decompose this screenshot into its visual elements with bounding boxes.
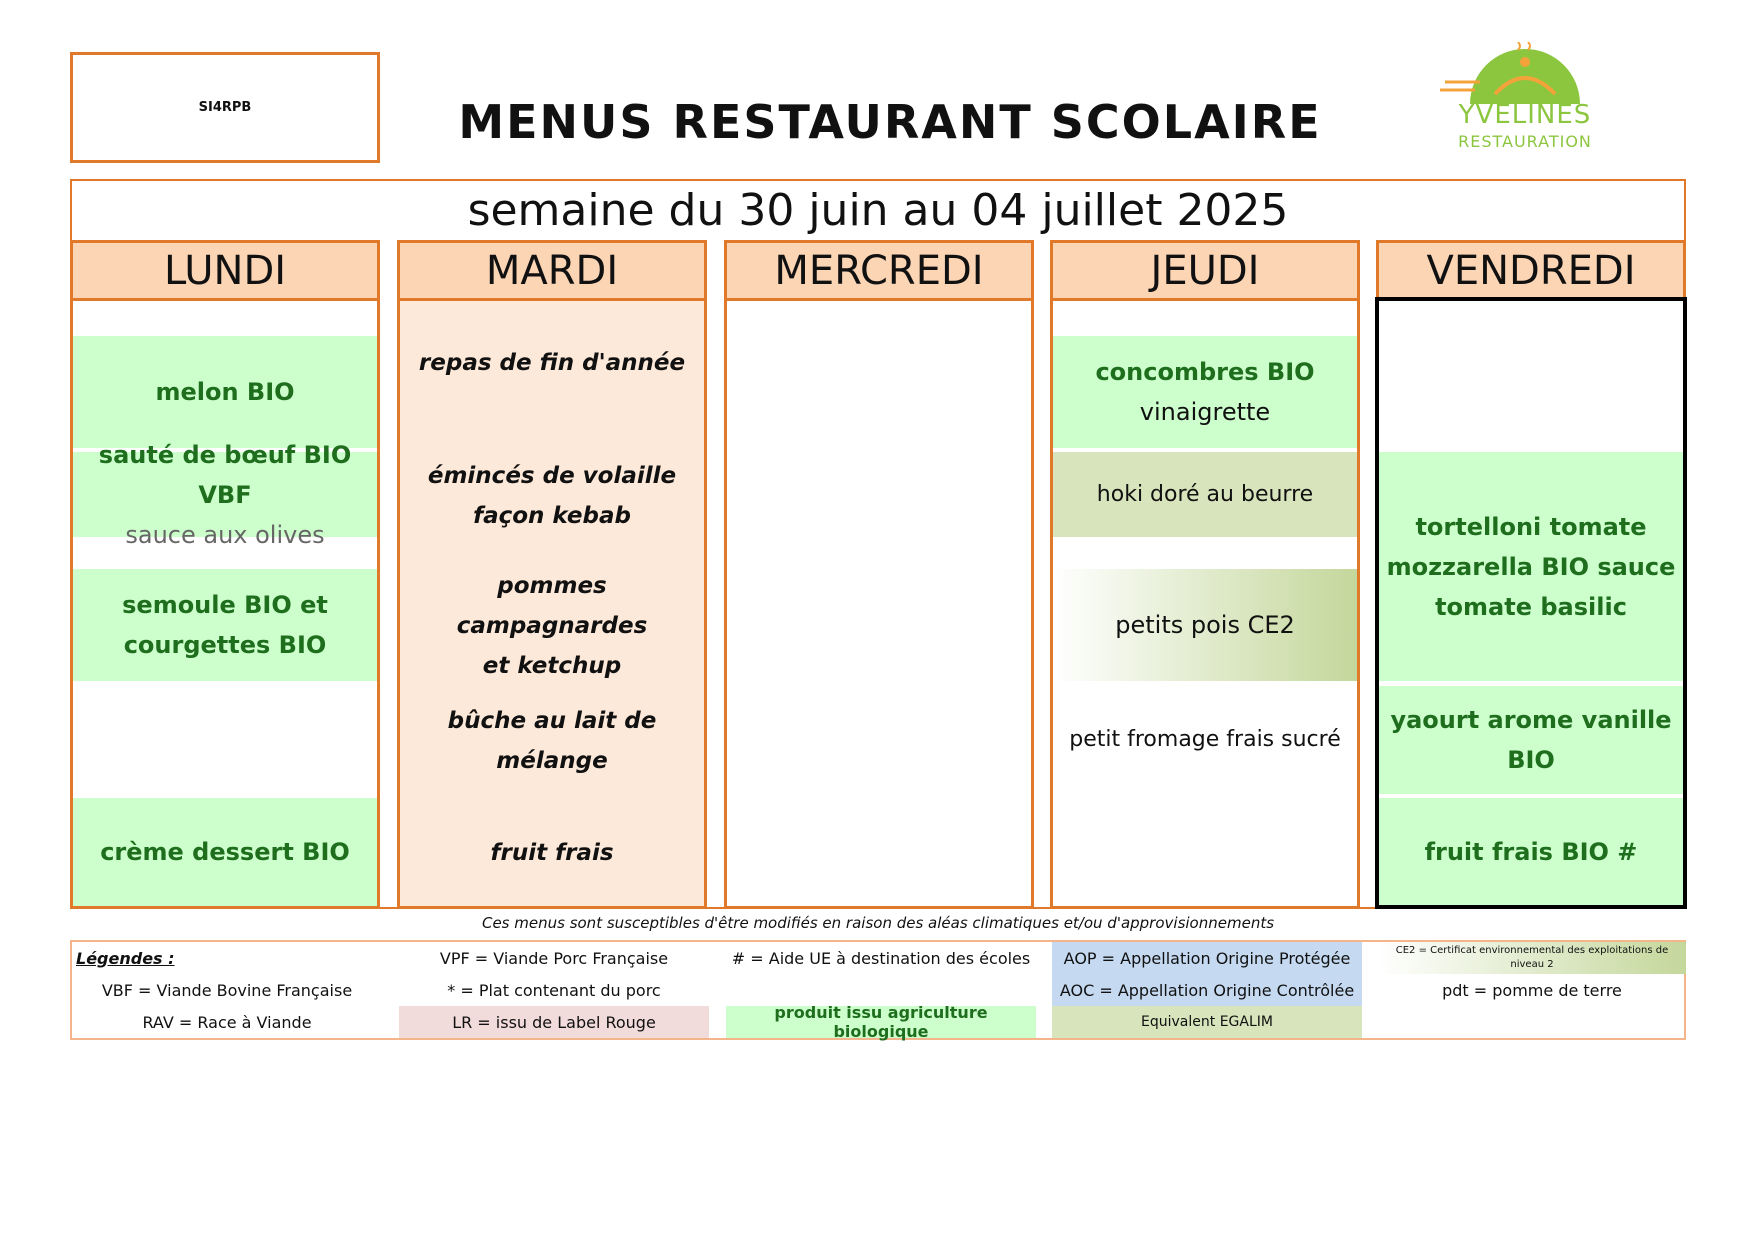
dish-label: mélange — [496, 747, 608, 774]
dish-label: et ketchup — [482, 652, 622, 679]
legend-title: Légendes : — [76, 948, 175, 968]
menu-cell-dessert — [1379, 798, 1683, 906]
org-code: SI4RPB — [198, 100, 252, 115]
dish-label: semoule BIO et — [122, 591, 328, 619]
dish-sauce: vinaigrette — [1139, 398, 1271, 426]
legend-lr: LR = issu de Label Rouge — [399, 1006, 709, 1038]
legend-vbf: VBF = Viande Bovine Française — [101, 980, 353, 1000]
dish-label: fruit frais — [490, 840, 614, 866]
day-header-jeudi: JEUDI — [1053, 243, 1357, 301]
dish-label: melon BIO — [155, 378, 295, 406]
dish-sauce: sauce aux olives — [125, 520, 325, 549]
legend-vpf: VPF = Viande Porc Française — [439, 948, 669, 968]
menu-cell-accompagnement — [400, 572, 704, 679]
dish-label: yaourt arome vanille — [1390, 706, 1672, 734]
legend-porc: * = Plat contenant du porc — [447, 980, 661, 1000]
page-title: MENUS RESTAURANT SCOLAIRE — [458, 95, 1322, 149]
day-column-jeudi — [1050, 240, 1360, 909]
dish-label: BIO — [1507, 746, 1555, 774]
dish-label: petit fromage frais sucré — [1069, 727, 1341, 752]
dish-label: petits pois CE2 — [1115, 611, 1295, 639]
menu-cell-plat — [73, 440, 377, 549]
dish-label: fruit frais BIO # — [1424, 838, 1638, 866]
menu-cell-plat — [400, 448, 704, 543]
dish-label: émincés de volaille — [427, 462, 677, 489]
logo-text-yvelines: YVELINES — [1458, 100, 1592, 130]
legend-aide-ue: # = Aide UE à destination des écoles — [731, 948, 1031, 968]
dish-label: tortelloni tomate — [1415, 512, 1647, 541]
menu-cell-entree — [1053, 336, 1357, 448]
dish-label: concombres BIO — [1095, 358, 1315, 386]
day-header-lundi: LUNDI — [73, 243, 377, 301]
menu-cell-accompagnement — [1053, 569, 1357, 681]
menu-cell-accompagnement — [73, 569, 377, 681]
week-title: semaine du 30 juin au 04 juillet 2025 — [467, 185, 1289, 236]
day-header-vendredi: VENDREDI — [1379, 243, 1683, 301]
day-header-mardi: MARDI — [400, 243, 704, 301]
menu-cell-laitage — [400, 693, 704, 788]
legend-pdt: pdt = pomme de terre — [1442, 980, 1622, 1000]
menu-cell-plat — [1053, 452, 1357, 537]
legend-ce2: CE2 = Certificat environnemental des exploitations de niveau 2 — [1378, 942, 1686, 974]
legend-egalim: Equivalent EGALIM — [1052, 1006, 1362, 1038]
menu-cell-laitage — [1379, 686, 1683, 794]
day-column-mercredi — [724, 240, 1034, 909]
legend-aoc: AOC = Appellation Origine Contrôlée — [1052, 974, 1362, 1006]
dish-label: mozzarella BIO sauce — [1386, 552, 1676, 581]
legend-bio: produit issu agriculture biologique — [726, 1006, 1036, 1038]
dish-label: façon kebab — [473, 502, 631, 529]
dish-label: crème dessert BIO — [100, 838, 350, 866]
day-column-mardi — [397, 240, 707, 909]
menu-cell-plat — [1379, 452, 1683, 681]
day-column-vendredi — [1376, 240, 1686, 909]
dish-label: repas de fin d'année — [418, 350, 686, 376]
organization-box — [70, 52, 380, 163]
day-header-mercredi: MERCREDI — [727, 243, 1031, 301]
dish-label: sauté de bœuf BIO VBF — [98, 440, 352, 509]
dish-label: hoki doré au beurre — [1096, 481, 1314, 507]
disclaimer: Ces menus sont susceptibles d'être modifiés en raison des aléas climatiques et/ou d'approvisionnements — [481, 914, 1275, 932]
dish-label: pommes campagnardes — [456, 572, 648, 639]
logo-text-restauration: RESTAURATION — [1458, 132, 1592, 151]
yvelines-logo — [1440, 42, 1610, 157]
dish-label: courgettes BIO — [123, 631, 327, 659]
menu-cell-laitage — [1053, 686, 1357, 794]
menu-cell-dessert — [400, 813, 704, 893]
legend-aop: AOP = Appellation Origine Protégée — [1052, 942, 1362, 974]
dish-label: tomate basilic — [1435, 592, 1627, 621]
menu-cell-entree — [400, 323, 704, 403]
menu-cell-entree — [73, 336, 377, 448]
legend-rav: RAV = Race à Viande — [142, 1012, 312, 1032]
legend-box — [70, 940, 1686, 1040]
menu-cell-dessert — [73, 798, 377, 906]
day-column-lundi — [70, 240, 380, 909]
dish-label: bûche au lait de — [447, 707, 657, 734]
